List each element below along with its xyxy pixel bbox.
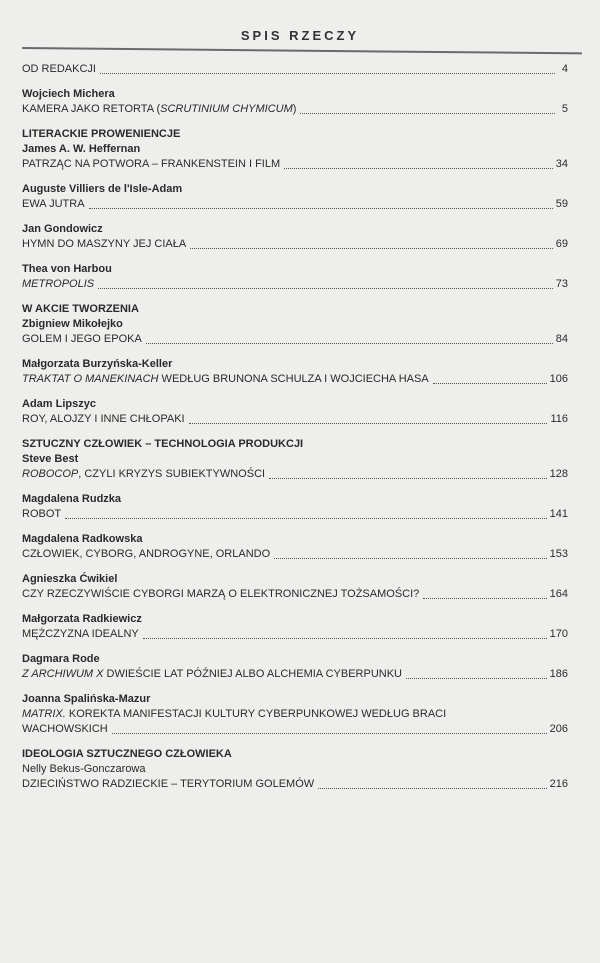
leader-dots — [423, 598, 546, 599]
entry-author: Agnieszka Ćwikiel — [22, 573, 118, 585]
page-number: 34 — [555, 158, 568, 170]
page-number: 73 — [555, 278, 568, 290]
entry-title-line — [22, 587, 568, 602]
leader-dots — [100, 73, 555, 74]
entry-title: DZIECIŃSTWO RADZIECKIE – TERYTORIUM GOLEMÓW — [22, 778, 315, 790]
section-title: SZTUCZNY CZŁOWIEK – TECHNOLOGIA PRODUKCJI — [22, 438, 304, 450]
page-number: 186 — [549, 668, 568, 680]
entry-title-line — [22, 332, 568, 347]
toc-entry — [22, 357, 568, 387]
entry-author: Małgorzata Burzyńska-Keller — [22, 358, 173, 370]
section-title: W AKCIE TWORZENIA — [22, 303, 139, 315]
entry-title-line — [22, 547, 568, 562]
entry-title: KAMERA JAKO RETORTA (SCRUTINIUM CHYMICUM) — [22, 103, 297, 115]
page-number: 170 — [549, 628, 568, 640]
entry-title-line — [22, 62, 568, 77]
entry-title-line — [22, 467, 568, 482]
section-title: IDEOLOGIA SZTUCZNEGO CZŁOWIEKA — [22, 748, 232, 760]
entry-author: Magdalena Rudzka — [22, 493, 122, 505]
entry-title: MATRIX. KOREKTA MANIFESTACJI KULTURY CYBERPUNKOWEJ WEDŁUG BRACI — [22, 708, 447, 720]
toc-entry — [22, 182, 568, 212]
page-number: 69 — [555, 238, 568, 250]
entry-title: EWA JUTRA — [22, 198, 85, 210]
page-number: 164 — [549, 588, 568, 600]
entry-title: ROBOCOP, CZYLI KRYZYS SUBIEKTYWNOŚCI — [22, 468, 266, 480]
entry-author: Joanna Spalińska-Mazur — [22, 693, 151, 705]
entry-title-line — [22, 722, 568, 737]
entry-author: Dagmara Rode — [22, 653, 100, 665]
entry-author: James A. W. Heffernan — [22, 143, 141, 155]
entry-title: Z ARCHIWUM X DWIEŚCIE LAT PÓŹNIEJ ALBO ALCHEMIA CYBERPUNKU — [22, 668, 402, 680]
leader-dots — [89, 208, 553, 209]
entry-title-line — [22, 627, 568, 642]
entry-title: OD REDAKCJI — [22, 63, 96, 75]
entry-title: ROY, ALOJZY I INNE CHŁOPAKI — [22, 413, 185, 425]
toc-entry — [22, 437, 568, 482]
entry-title: GOLEM I JEGO EPOKA — [22, 333, 142, 345]
toc-entry — [22, 492, 568, 522]
page-number: 216 — [549, 778, 568, 790]
entry-title-line — [22, 372, 568, 387]
toc-entry — [22, 532, 568, 562]
leader-dots — [269, 478, 547, 479]
entry-title: CZY RZECZYWIŚCIE CYBORGI MARZĄ O ELEKTRONICZNEJ TOŻSAMOŚCI? — [22, 588, 420, 600]
page-number: 59 — [555, 198, 568, 210]
page-number: 84 — [555, 333, 568, 345]
entry-author: Magdalena Radkowska — [22, 533, 143, 545]
leader-dots — [143, 638, 547, 639]
leader-dots — [146, 343, 553, 344]
section-title: LITERACKIE PROWENIENCJE — [22, 128, 181, 140]
entry-title: MĘŻCZYZNA IDEALNY — [22, 628, 139, 640]
entry-author: Steve Best — [22, 453, 79, 465]
entry-title: PATRZĄC NA POTWORA – FRANKENSTEIN I FILM — [22, 158, 281, 170]
entry-title-line — [22, 777, 568, 792]
entry-title-line — [22, 197, 568, 212]
toc-entry — [22, 572, 568, 602]
page-number: 4 — [561, 63, 568, 75]
toc-entry — [22, 62, 568, 77]
leader-dots — [406, 678, 547, 679]
toc-entry — [22, 652, 568, 682]
leader-dots — [318, 788, 547, 789]
toc-heading: SPIS RZECZY — [240, 28, 360, 43]
entry-title-line — [22, 707, 568, 722]
entry-author: Nelly Bekus-Gonczarowa — [22, 763, 146, 775]
entry-title-line — [22, 277, 568, 292]
toc-entry — [22, 612, 568, 642]
entry-title-line — [22, 102, 568, 117]
leader-dots — [98, 288, 553, 289]
leader-dots — [284, 168, 553, 169]
entry-title-line — [22, 412, 568, 427]
entry-title: WACHOWSKICH — [22, 723, 108, 735]
toc-entry — [22, 262, 568, 292]
leader-dots — [433, 383, 547, 384]
page-number: 128 — [549, 468, 568, 480]
entry-title-line — [22, 157, 568, 172]
toc-entry — [22, 747, 568, 792]
toc-entry — [22, 222, 568, 252]
page-number: 153 — [549, 548, 568, 560]
page-number: 5 — [561, 103, 568, 115]
entry-title: CZŁOWIEK, CYBORG, ANDROGYNE, ORLANDO — [22, 548, 271, 560]
toc-entry — [22, 692, 568, 737]
entry-title: ROBOT — [22, 508, 62, 520]
leader-dots — [190, 248, 553, 249]
entry-title: HYMN DO MASZYNY JEJ CIAŁA — [22, 238, 187, 250]
entry-author: Jan Gondowicz — [22, 223, 103, 235]
entry-author: Adam Lipszyc — [22, 398, 96, 410]
leader-dots — [65, 518, 547, 519]
entry-title: METROPOLIS — [22, 278, 95, 290]
entry-author: Zbigniew Mikołejko — [22, 318, 123, 330]
entry-author: Thea von Harbou — [22, 263, 112, 275]
entry-title-line — [22, 237, 568, 252]
leader-dots — [189, 423, 548, 424]
page-number: 141 — [549, 508, 568, 520]
entry-author: Wojciech Michera — [22, 88, 115, 100]
entry-author: Auguste Villiers de l'Isle-Adam — [22, 183, 183, 195]
toc-entry — [22, 87, 568, 117]
leader-dots — [274, 558, 546, 559]
leader-dots — [300, 113, 555, 114]
page-number: 206 — [549, 723, 568, 735]
page-number: 106 — [549, 373, 568, 385]
toc-list — [22, 62, 568, 802]
entry-title-line — [22, 507, 568, 522]
toc-entry — [22, 397, 568, 427]
leader-dots — [112, 733, 547, 734]
heading-rule — [22, 47, 582, 54]
entry-author: Małgorzata Radkiewicz — [22, 613, 142, 625]
page-number: 116 — [550, 413, 568, 425]
toc-entry — [22, 302, 568, 347]
entry-title: TRAKTAT O MANEKINACH WEDŁUG BRUNONA SCHULZA I WOJCIECHA HASA — [22, 373, 429, 385]
toc-entry — [22, 127, 568, 172]
entry-title-line — [22, 667, 568, 682]
